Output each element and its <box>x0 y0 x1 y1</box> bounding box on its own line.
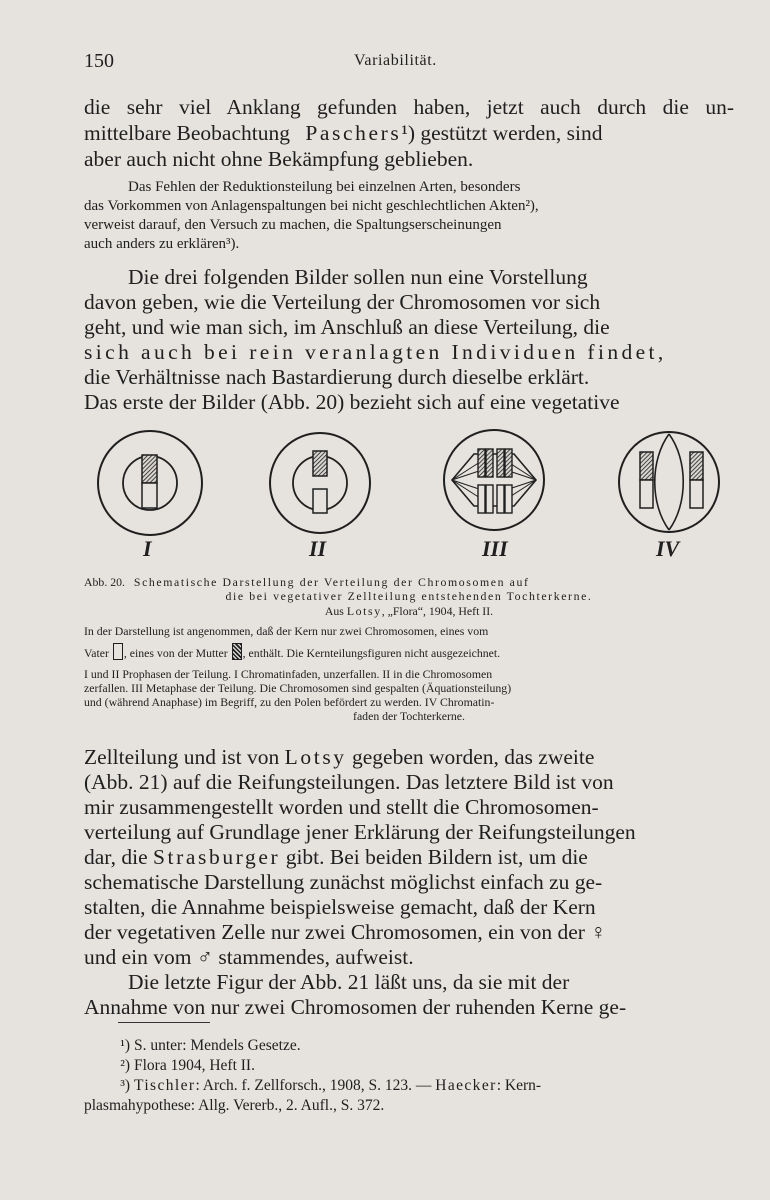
body-line: aber auch nicht ohne Bekämpfung geblieben. <box>84 147 474 171</box>
figure-label-3: III <box>482 536 508 561</box>
body-line: der vegetativen Zelle nur zwei Chromosomen, ein von der ♀ <box>84 920 607 944</box>
cell-outline <box>98 431 202 535</box>
page-header <box>84 50 734 76</box>
caption-line: I und II Prophasen der Teilung. I Chromatinfaden, unzerfallen. II in die Chromosomen <box>84 667 493 681</box>
small-print-line: Das Fehlen der Reduktionsteilung bei einzelnen Arten, besonders <box>128 179 521 195</box>
paternal-chromosome <box>313 489 327 513</box>
caption-title: Abb. 20. Schematische Darstellung der Verteilung der Chromosomen auf <box>84 575 530 589</box>
small-print-line: verweist darauf, den Versuch zu machen, die Spaltungserscheinungen <box>84 217 502 233</box>
body-line: Die drei folgenden Bilder sollen nun eine Vorstellung <box>128 265 588 289</box>
figure-label-1: I <box>143 536 152 561</box>
author-name: Paschers <box>305 121 402 145</box>
spindle <box>452 454 536 506</box>
body-line: (Abb. 21) auf die Reifungsteilungen. Das letztere Bild ist von <box>84 770 614 794</box>
maternal-chromosome-icon <box>232 643 242 660</box>
caption-line: zerfallen. III Metaphase der Teilung. Die Chromosomen sind gespalten (Äquationsteilung) <box>84 681 512 695</box>
caption-source: Aus Lotsy, „Flora“, 1904, Heft II. <box>324 604 494 618</box>
body-line: Zellteilung und ist von Lotsy gegeben worden, das zweite <box>84 745 595 769</box>
caption-line: und (während Anaphase) im Begriff, zu den Polen befördert zu werden. IV Chromatin- <box>84 695 495 709</box>
body-line: stalten, die Annahme beispielsweise gemacht, daß der Kern <box>84 895 596 919</box>
body-line: davon geben, wie die Verteilung der Chromosomen vor sich <box>84 290 601 314</box>
body-line: mittelbare Beobachtung Paschers¹) gestützt werden, sind <box>84 121 603 145</box>
maternal-chromosome <box>313 451 327 476</box>
paternal-chromosome-icon <box>113 643 123 660</box>
figure-panel-4 <box>619 432 719 561</box>
nucleus-outline <box>293 456 347 510</box>
body-line: verteilung auf Grundlage jener Erklärung der Reifungsteilungen <box>84 820 636 844</box>
body-line: die sehr viel Anklang gefunden haben, jetzt auch durch die un- <box>84 95 734 119</box>
figure-panel-1 <box>98 431 202 561</box>
body-line: die Verhältnisse nach Bastardierung durch dieselbe erklärt. <box>84 365 590 389</box>
cell-outline <box>270 433 370 533</box>
body-line: Das erste der Bilder (Abb. 20) bezieht sich auf eine vegetative <box>84 390 620 414</box>
caption-line: faden der Tochterkerne. <box>353 709 465 723</box>
figure-panel-2 <box>270 433 370 561</box>
footnote-rule <box>118 1022 210 1023</box>
paternal-chromosome <box>142 483 157 508</box>
author-name: Strasburger <box>152 845 281 869</box>
body-line: und ein vom ♂ stammendes, aufweist. <box>84 945 414 969</box>
body-line: sich auch bei rein veranlagten Individuen findet, <box>84 340 667 364</box>
author-name: Lotsy <box>284 745 347 769</box>
body-line: dar, die Strasburger gibt. Bei beiden Bildern ist, um die <box>84 845 588 869</box>
figure-label-2: II <box>309 536 327 561</box>
maternal-chromosome <box>142 455 157 483</box>
body-line: schematische Darstellung zunächst möglichst einfach zu ge- <box>84 870 603 894</box>
body-line: Annahme von nur zwei Chromosomen der ruhenden Kerne ge- <box>84 995 627 1019</box>
body-line: Die letzte Figur der Abb. 21 läßt uns, da sie mit der <box>128 970 570 994</box>
footnote: ¹) S. unter: Mendels Gesetze. <box>120 1037 301 1054</box>
cell-outline <box>619 432 719 532</box>
figure-panel-3 <box>444 430 544 561</box>
cell-outline <box>444 430 544 530</box>
footnote: ²) Flora 1904, Heft II. <box>120 1057 255 1074</box>
footnote: plasmahypothese: Allg. Vererb., 2. Aufl., S. 372. <box>84 1097 385 1114</box>
small-print-line: das Vorkommen von Anlagenspaltungen bei nicht geschlechtlichen Akten²), <box>84 198 539 214</box>
caption-title: die bei vegetativer Zellteilung entstehenden Tochterkerne. <box>225 589 593 603</box>
figure-label-4: IV <box>656 536 680 561</box>
running-head: Variabilität. <box>354 52 437 69</box>
body-line: geht, und wie man sich, im Anschluß an diese Verteilung, die <box>84 315 610 339</box>
page-number: 150 <box>84 50 114 72</box>
nucleus-outline <box>123 456 177 510</box>
small-print-line: auch anders zu erklären³). <box>84 236 240 252</box>
body-line: mir zusammengestellt worden und stellt die Chromosomen- <box>84 795 599 819</box>
footnote: ³) Tischler: Arch. f. Zellforsch., 1908, S. 123. — Haecker: Kern- <box>120 1077 542 1094</box>
caption-line: In der Darstellung ist angenommen, daß der Kern nur zwei Chromosomen, eines vom <box>84 624 489 638</box>
caption-line: Vater , eines von der Mutter , enthält. Die Kernteilungsfiguren nicht ausgezeichnet. <box>84 643 734 663</box>
